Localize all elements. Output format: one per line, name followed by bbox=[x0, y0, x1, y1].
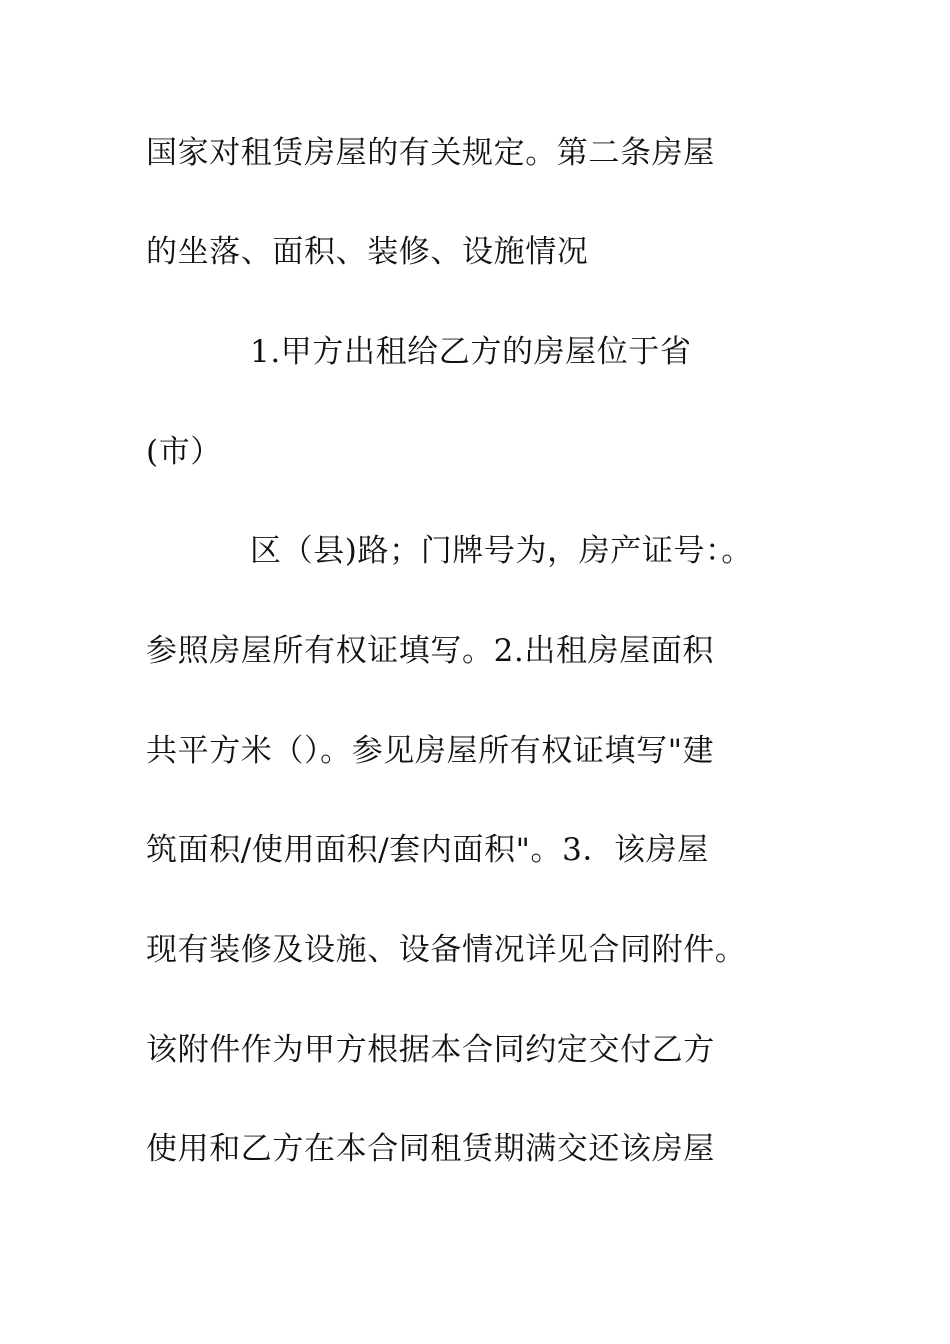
paragraph-line: 的坐落、面积、装修、设施情况 bbox=[146, 234, 589, 270]
paragraph-line: (市） bbox=[146, 434, 222, 470]
paragraph-line: 区（县)路；门牌号为，房产证号：。 bbox=[250, 533, 753, 569]
paragraph-line: 1.甲方出租给乙方的房屋位于省 bbox=[250, 334, 692, 370]
paragraph-line: 该附件作为甲方根据本合同约定交付乙方 bbox=[146, 1032, 715, 1068]
paragraph-line: 共平方米（）。参见房屋所有权证填写"建 bbox=[146, 733, 715, 769]
paragraph-line: 国家对租赁房屋的有关规定。第二条房屋 bbox=[146, 135, 715, 171]
paragraph-line: 现有装修及设施、设备情况详见合同附件。 bbox=[146, 932, 747, 968]
paragraph-line: 参照房屋所有权证填写。2.出租房屋面积 bbox=[146, 633, 714, 669]
paragraph-line: 使用和乙方在本合同租赁期满交还该房屋 bbox=[146, 1131, 715, 1167]
paragraph-line: 筑面积/使用面积/套内面积"。3．该房屋 bbox=[146, 832, 709, 868]
